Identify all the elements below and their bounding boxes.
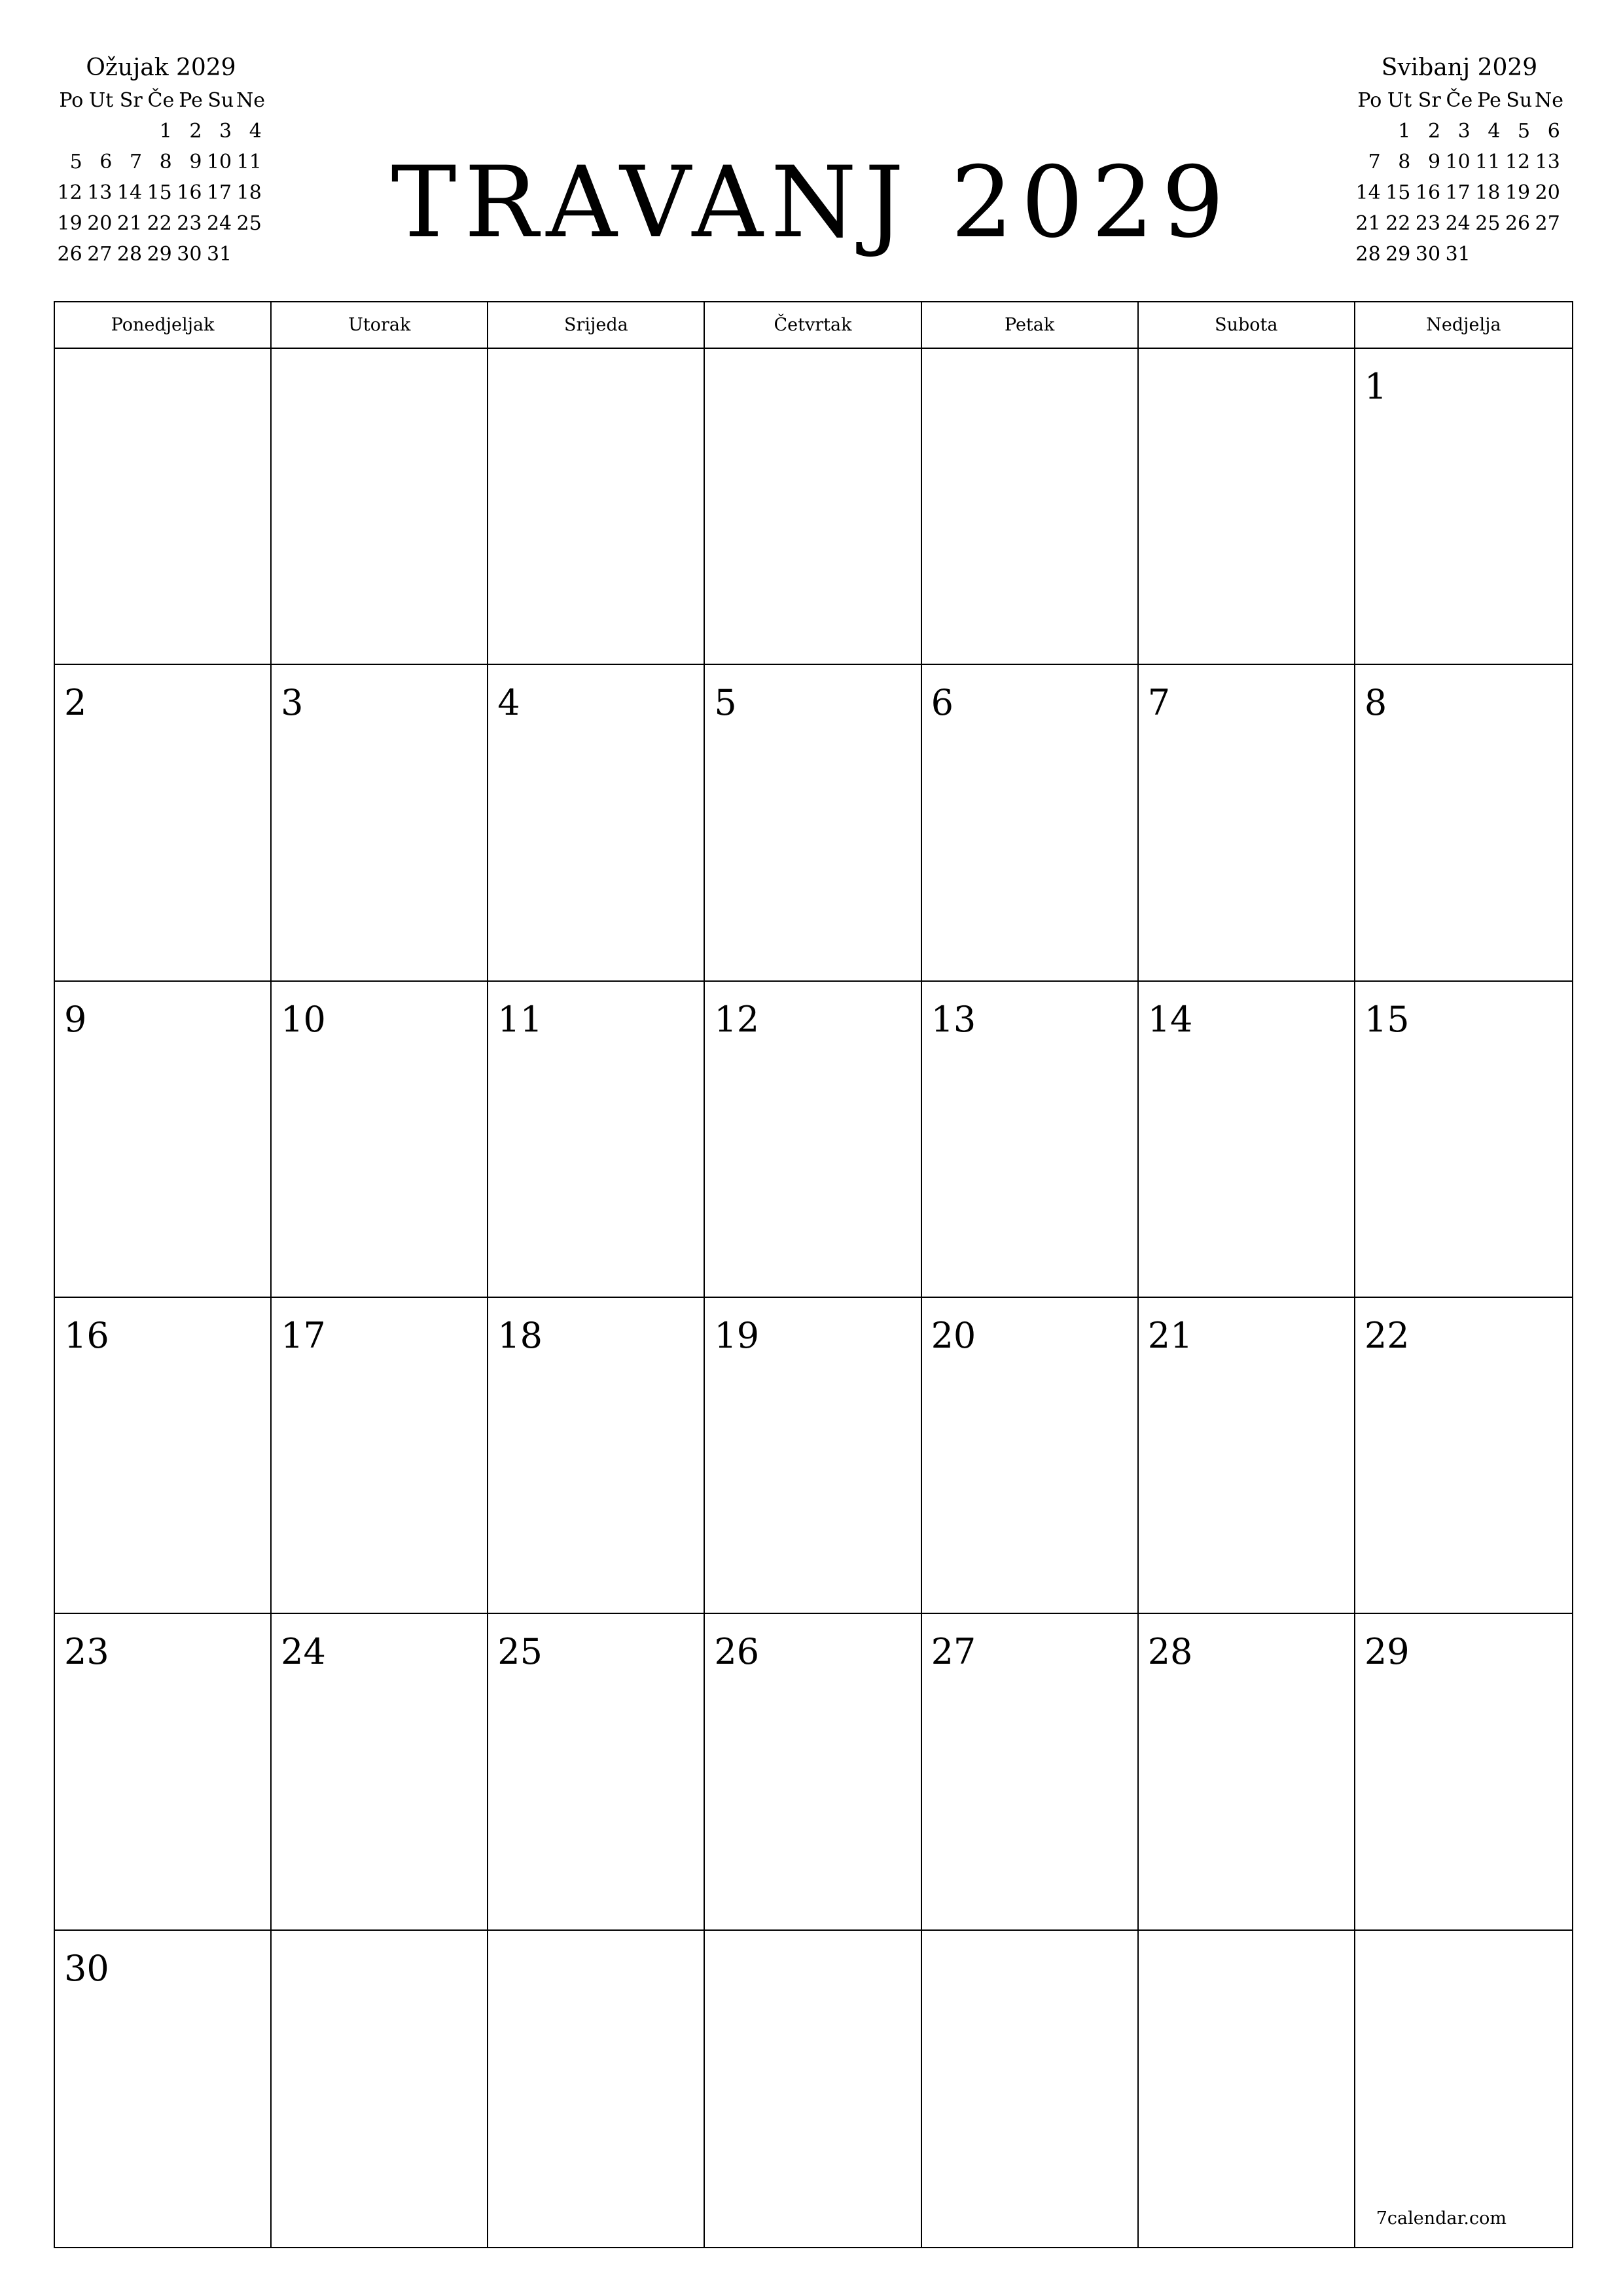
mini-day	[56, 116, 86, 147]
mini-day: 7	[1368, 151, 1381, 173]
mini-day: 30	[177, 243, 202, 266]
day-number: 4	[497, 682, 520, 724]
mini-weekday: Ut	[1387, 89, 1412, 112]
mini-weekday: Sr	[119, 89, 143, 112]
day-cell[interactable]	[1139, 982, 1355, 1298]
weekday-header: Srijeda	[488, 302, 705, 349]
mini-day: 11	[236, 151, 262, 173]
mini-day: 9	[189, 151, 202, 173]
day-cell[interactable]	[922, 349, 1139, 665]
mini-weekday-header	[56, 85, 266, 116]
mini-day: 27	[87, 243, 113, 266]
mini-day: 2	[189, 120, 202, 143]
weekday-header: Subota	[1139, 302, 1355, 349]
mini-day: 11	[1475, 151, 1501, 173]
mini-weekday: Pe	[179, 89, 203, 112]
mini-day: 12	[57, 181, 82, 204]
mini-day: 22	[1385, 212, 1411, 235]
day-cell[interactable]	[272, 1614, 488, 1930]
day-cell[interactable]	[488, 1614, 705, 1930]
mini-day: 13	[1535, 151, 1560, 173]
day-cell[interactable]	[1139, 1931, 1355, 2247]
mini-day: 23	[1415, 212, 1441, 235]
day-number: 5	[714, 682, 737, 724]
mini-weekday: Su	[207, 89, 234, 112]
day-cell[interactable]	[1139, 665, 1355, 981]
mini-day: 10	[206, 151, 232, 173]
day-number: 19	[714, 1315, 760, 1356]
weekday-header: Utorak	[272, 302, 488, 349]
mini-day: 18	[236, 181, 262, 204]
day-cell[interactable]	[488, 349, 705, 665]
day-number: 22	[1364, 1315, 1410, 1356]
day-cell[interactable]	[55, 982, 272, 1298]
day-cell[interactable]	[1355, 349, 1572, 665]
mini-day: 19	[57, 212, 82, 235]
mini-day: 23	[177, 212, 202, 235]
mini-calendar-title: Svibanj 2029	[1381, 54, 1538, 81]
day-cell[interactable]	[705, 1931, 921, 2247]
mini-day: 20	[87, 212, 113, 235]
mini-day: 25	[236, 212, 262, 235]
day-cell[interactable]	[272, 982, 488, 1298]
mini-day: 29	[147, 243, 172, 266]
mini-day: 24	[1445, 212, 1471, 235]
mini-weekday: Po	[59, 89, 84, 112]
day-cell[interactable]	[1355, 1298, 1572, 1614]
day-number: 2	[64, 682, 87, 724]
day-cell[interactable]	[55, 1614, 272, 1930]
mini-day: 26	[1505, 212, 1531, 235]
day-number: 21	[1147, 1315, 1193, 1356]
mini-day: 31	[1445, 243, 1471, 266]
day-cell[interactable]	[922, 1614, 1139, 1930]
day-number: 20	[931, 1315, 976, 1356]
day-cell[interactable]	[55, 665, 272, 981]
mini-week-row	[1355, 208, 1564, 239]
day-cell[interactable]	[272, 665, 488, 981]
day-number: 1	[1364, 366, 1387, 407]
day-cell[interactable]	[1355, 982, 1572, 1298]
mini-day: 7	[129, 151, 143, 173]
mini-weekday: Sr	[1418, 89, 1441, 112]
day-cell[interactable]	[55, 1931, 272, 2247]
day-number: 18	[497, 1315, 543, 1356]
day-cell[interactable]	[55, 1298, 272, 1614]
mini-day: 13	[87, 181, 113, 204]
mini-week-row	[1355, 239, 1564, 270]
day-cell[interactable]	[705, 1614, 921, 1930]
mini-day: 5	[1518, 120, 1531, 143]
mini-calendar-title: Ožujak 2029	[86, 54, 236, 81]
day-number: 9	[64, 998, 87, 1040]
mini-day: 5	[69, 151, 82, 173]
mini-day: 31	[206, 243, 232, 266]
day-cell[interactable]	[1139, 1298, 1355, 1614]
mini-day: 17	[1445, 181, 1471, 204]
mini-day: 8	[1398, 151, 1411, 173]
day-cell[interactable]	[488, 1931, 705, 2247]
mini-day: 15	[1385, 181, 1411, 204]
mini-week-row	[1355, 177, 1564, 208]
day-cell[interactable]	[488, 1298, 705, 1614]
day-number: 16	[64, 1315, 109, 1356]
day-number: 25	[497, 1631, 543, 1673]
day-cell[interactable]	[922, 1931, 1139, 2247]
mini-weekday: Su	[1506, 89, 1533, 112]
mini-day: 14	[116, 181, 143, 204]
mini-day: 24	[206, 212, 232, 235]
mini-week-row	[1355, 147, 1564, 177]
mini-day: 19	[1505, 181, 1531, 204]
day-number: 11	[497, 998, 543, 1040]
mini-weekday: Ut	[88, 89, 114, 112]
mini-day: 15	[147, 181, 172, 204]
mini-day: 25	[1475, 212, 1501, 235]
weekday-header: Petak	[922, 302, 1139, 349]
day-cell[interactable]	[272, 1298, 488, 1614]
mini-day: 4	[1488, 120, 1501, 143]
day-cell[interactable]	[705, 349, 921, 665]
mini-day: 14	[1355, 181, 1381, 204]
mini-weekday: Pe	[1477, 89, 1501, 112]
mini-day: 30	[1415, 243, 1441, 266]
mini-weekday: Ne	[1534, 89, 1563, 112]
mini-day: 1	[1398, 120, 1411, 143]
mini-day: 22	[147, 212, 172, 235]
weekday-header: Ponedjeljak	[55, 302, 272, 349]
day-number: 17	[281, 1315, 326, 1356]
mini-day	[116, 116, 146, 147]
day-number: 29	[1364, 1631, 1410, 1673]
mini-day: 2	[1427, 120, 1441, 143]
day-number: 28	[1147, 1631, 1193, 1673]
day-cell[interactable]	[272, 349, 488, 665]
mini-weeks	[1355, 116, 1564, 270]
mini-day: 17	[206, 181, 232, 204]
day-cell[interactable]	[1139, 1614, 1355, 1930]
day-cell[interactable]	[705, 1298, 921, 1614]
mini-day: 26	[57, 243, 82, 266]
mini-day: 4	[249, 120, 262, 143]
day-cell[interactable]	[922, 982, 1139, 1298]
day-number: 15	[1364, 998, 1410, 1040]
day-number: 26	[714, 1631, 760, 1673]
day-cell[interactable]	[1355, 665, 1572, 981]
weekday-header: Četvrtak	[705, 302, 921, 349]
mini-week-row	[1355, 116, 1564, 147]
day-cell[interactable]	[488, 982, 705, 1298]
mini-day: 10	[1445, 151, 1471, 173]
mini-day: 20	[1535, 181, 1560, 204]
day-number: 3	[281, 682, 304, 724]
day-cell[interactable]	[272, 1931, 488, 2247]
weekday-header: Nedjelja	[1355, 302, 1572, 349]
day-cell[interactable]	[922, 1298, 1139, 1614]
day-number: 8	[1364, 682, 1387, 724]
mini-day: 3	[219, 120, 232, 143]
day-number: 6	[931, 682, 954, 724]
day-cell[interactable]	[55, 349, 272, 665]
mini-day: 16	[177, 181, 202, 204]
mini-day: 18	[1475, 181, 1501, 204]
day-number: 10	[281, 998, 326, 1040]
month-grid	[54, 301, 1573, 2248]
day-number: 24	[281, 1631, 326, 1673]
day-number: 23	[64, 1631, 109, 1673]
day-number: 12	[714, 998, 760, 1040]
day-number: 30	[64, 1947, 109, 1989]
site-credit: 7calendar.com	[1376, 2208, 1507, 2229]
day-cell[interactable]	[1139, 349, 1355, 665]
mini-day: 21	[1355, 212, 1381, 235]
mini-day: 21	[116, 212, 143, 235]
mini-weekday: Če	[1446, 89, 1473, 112]
mini-day	[1534, 239, 1564, 270]
mini-calendar-next	[1355, 51, 1564, 270]
day-number: 14	[1147, 998, 1193, 1040]
mini-day	[86, 116, 116, 147]
mini-weekday: Ne	[236, 89, 265, 112]
mini-day: 16	[1415, 181, 1441, 204]
day-number: 27	[931, 1631, 976, 1673]
mini-weekday-header	[1355, 85, 1564, 116]
mini-day: 8	[159, 151, 172, 173]
day-number: 13	[931, 998, 976, 1040]
mini-weekday: Če	[147, 89, 175, 112]
mini-day: 3	[1457, 120, 1471, 143]
page-title: TRAVANJ 2029	[391, 146, 1232, 260]
day-number: 7	[1147, 682, 1171, 724]
day-cell[interactable]	[1355, 1931, 1572, 2247]
mini-day: 29	[1385, 243, 1411, 266]
mini-weekday: Po	[1357, 89, 1382, 112]
mini-day	[1474, 239, 1505, 270]
day-cell[interactable]	[922, 665, 1139, 981]
mini-day: 6	[99, 151, 113, 173]
day-cell[interactable]	[488, 665, 705, 981]
day-cell[interactable]	[1355, 1614, 1572, 1930]
mini-day	[1504, 239, 1534, 270]
mini-day: 1	[159, 120, 172, 143]
mini-day: 12	[1505, 151, 1531, 173]
mini-week-row	[56, 116, 266, 147]
mini-day	[1355, 116, 1385, 147]
mini-day: 28	[116, 243, 143, 266]
day-cell[interactable]	[705, 665, 921, 981]
day-cell[interactable]	[705, 982, 921, 1298]
mini-day: 9	[1427, 151, 1441, 173]
mini-day: 27	[1535, 212, 1560, 235]
mini-day: 28	[1355, 243, 1381, 266]
mini-day: 6	[1547, 120, 1560, 143]
